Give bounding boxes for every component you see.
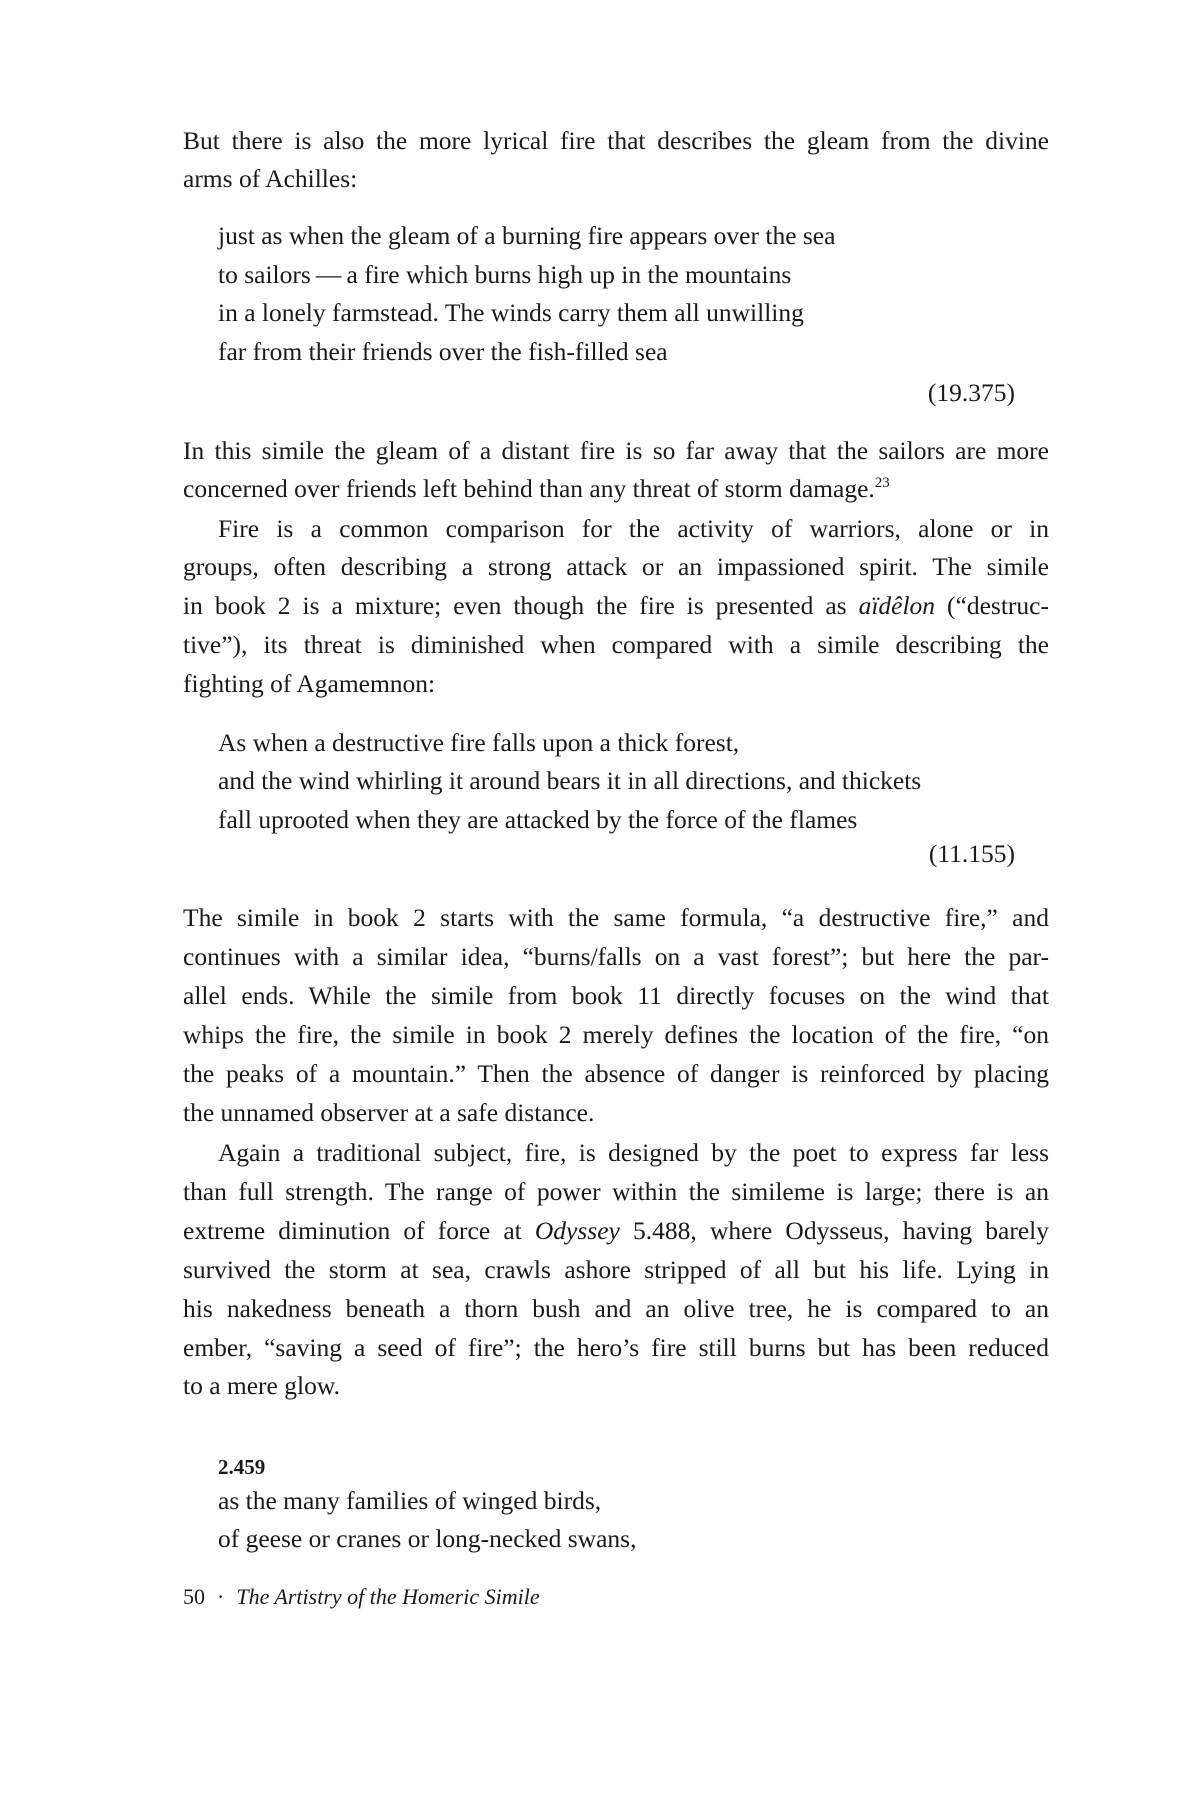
paragraph-line: the unnamed observer at a safe distance.: [183, 1100, 595, 1127]
running-title: The Artistry of the Homeric Simile: [236, 1584, 540, 1609]
paragraph-line: [183, 1218, 1049, 1248]
page-number: 50: [183, 1584, 205, 1609]
paragraph-line: continues with a similar idea, “burns/falls on a vast forest”; but here the par-: [183, 944, 1049, 971]
greek-term: aïdêlon: [858, 593, 936, 620]
verse-line: as the many families of winged birds,: [218, 1486, 602, 1515]
verse-citation: (19.375): [927, 378, 1015, 407]
paragraph-line: whips the fire, the simile in book 2 merely defines the location of the fire, “on: [183, 1022, 1049, 1049]
paragraph-text: extreme diminution of force at: [183, 1218, 535, 1245]
verse-line: far from their friends over the fish-filled sea: [218, 337, 668, 366]
paragraph-line: his nakedness beneath a thorn bush and an olive tree, he is compared to an: [183, 1296, 1049, 1323]
paragraph-line: tive”), its threat is diminished when compared with a simile describing the: [183, 632, 1049, 659]
intro-line: arms of Achilles:: [183, 166, 358, 193]
paragraph-line: survived the storm at sea, crawls ashore stripped of all but his life. Lying in: [183, 1257, 1049, 1284]
verse-line: of geese or cranes or long-necked swans,: [218, 1524, 637, 1553]
verse-line: and the wind whirling it around bears it in all directions, and thickets: [218, 766, 922, 795]
paragraph-line: [183, 476, 1049, 506]
paragraph-line: Fire is a common comparison for the activity of warriors, alone or in: [218, 516, 1049, 543]
paragraph-line: The simile in book 2 starts with the same formula, “a destructive fire,” and: [183, 905, 1049, 932]
work-title: Odyssey: [534, 1218, 620, 1245]
paragraph-line: fighting of Agamemnon:: [183, 671, 436, 698]
verse-line: just as when the gleam of a burning fire appears over the sea: [218, 221, 836, 250]
intro-line: But there is also the more lyrical fire that describes the gleam from the divine: [183, 128, 1049, 155]
paragraph-line: In this simile the gleam of a distant fire is so far away that the sailors are more: [183, 438, 1049, 465]
verse-reference: 2.459: [218, 1455, 266, 1479]
paragraph-line: groups, often describing a strong attack or an impassioned spirit. The simile: [183, 554, 1049, 581]
paragraph-line: [183, 593, 1049, 623]
paragraph-text: (“destruc-: [935, 593, 1049, 620]
verse-line: in a lonely farmstead. The winds carry them all unwilling: [218, 298, 804, 327]
paragraph-text: 5.488, where Odysseus, having barely: [619, 1218, 1049, 1245]
verse-line: to sailors — a fire which burns high up in the mountains: [218, 260, 792, 289]
footnote-reference[interactable]: 23: [874, 476, 890, 491]
paragraph-line: the peaks of a mountain.” Then the absence of danger is reinforced by placing: [183, 1061, 1049, 1088]
paragraph-text: in book 2 is a mixture; even though the fire is presented as: [183, 593, 859, 620]
footer-separator: ·: [217, 1584, 225, 1609]
verse-citation: (11.155): [928, 839, 1015, 868]
paragraph-line: allel ends. While the simile from book 11 directly focuses on the wind that: [183, 983, 1049, 1010]
paragraph-line: to a mere glow.: [183, 1373, 340, 1400]
page-footer: [183, 1586, 540, 1616]
paragraph-text: concerned over friends left behind than any threat of storm damage.: [183, 476, 875, 503]
paragraph-line: ember, “saving a seed of fire”; the hero’s fire still burns but has been reduced: [183, 1335, 1049, 1362]
verse-line: fall uprooted when they are attacked by the force of the flames: [218, 805, 858, 834]
paragraph-line: Again a traditional subject, fire, is designed by the poet to express far less: [218, 1140, 1049, 1167]
paragraph-line: than full strength. The range of power within the simileme is large; there is an: [183, 1179, 1049, 1206]
verse-line: As when a destructive fire falls upon a thick forest,: [218, 728, 740, 757]
